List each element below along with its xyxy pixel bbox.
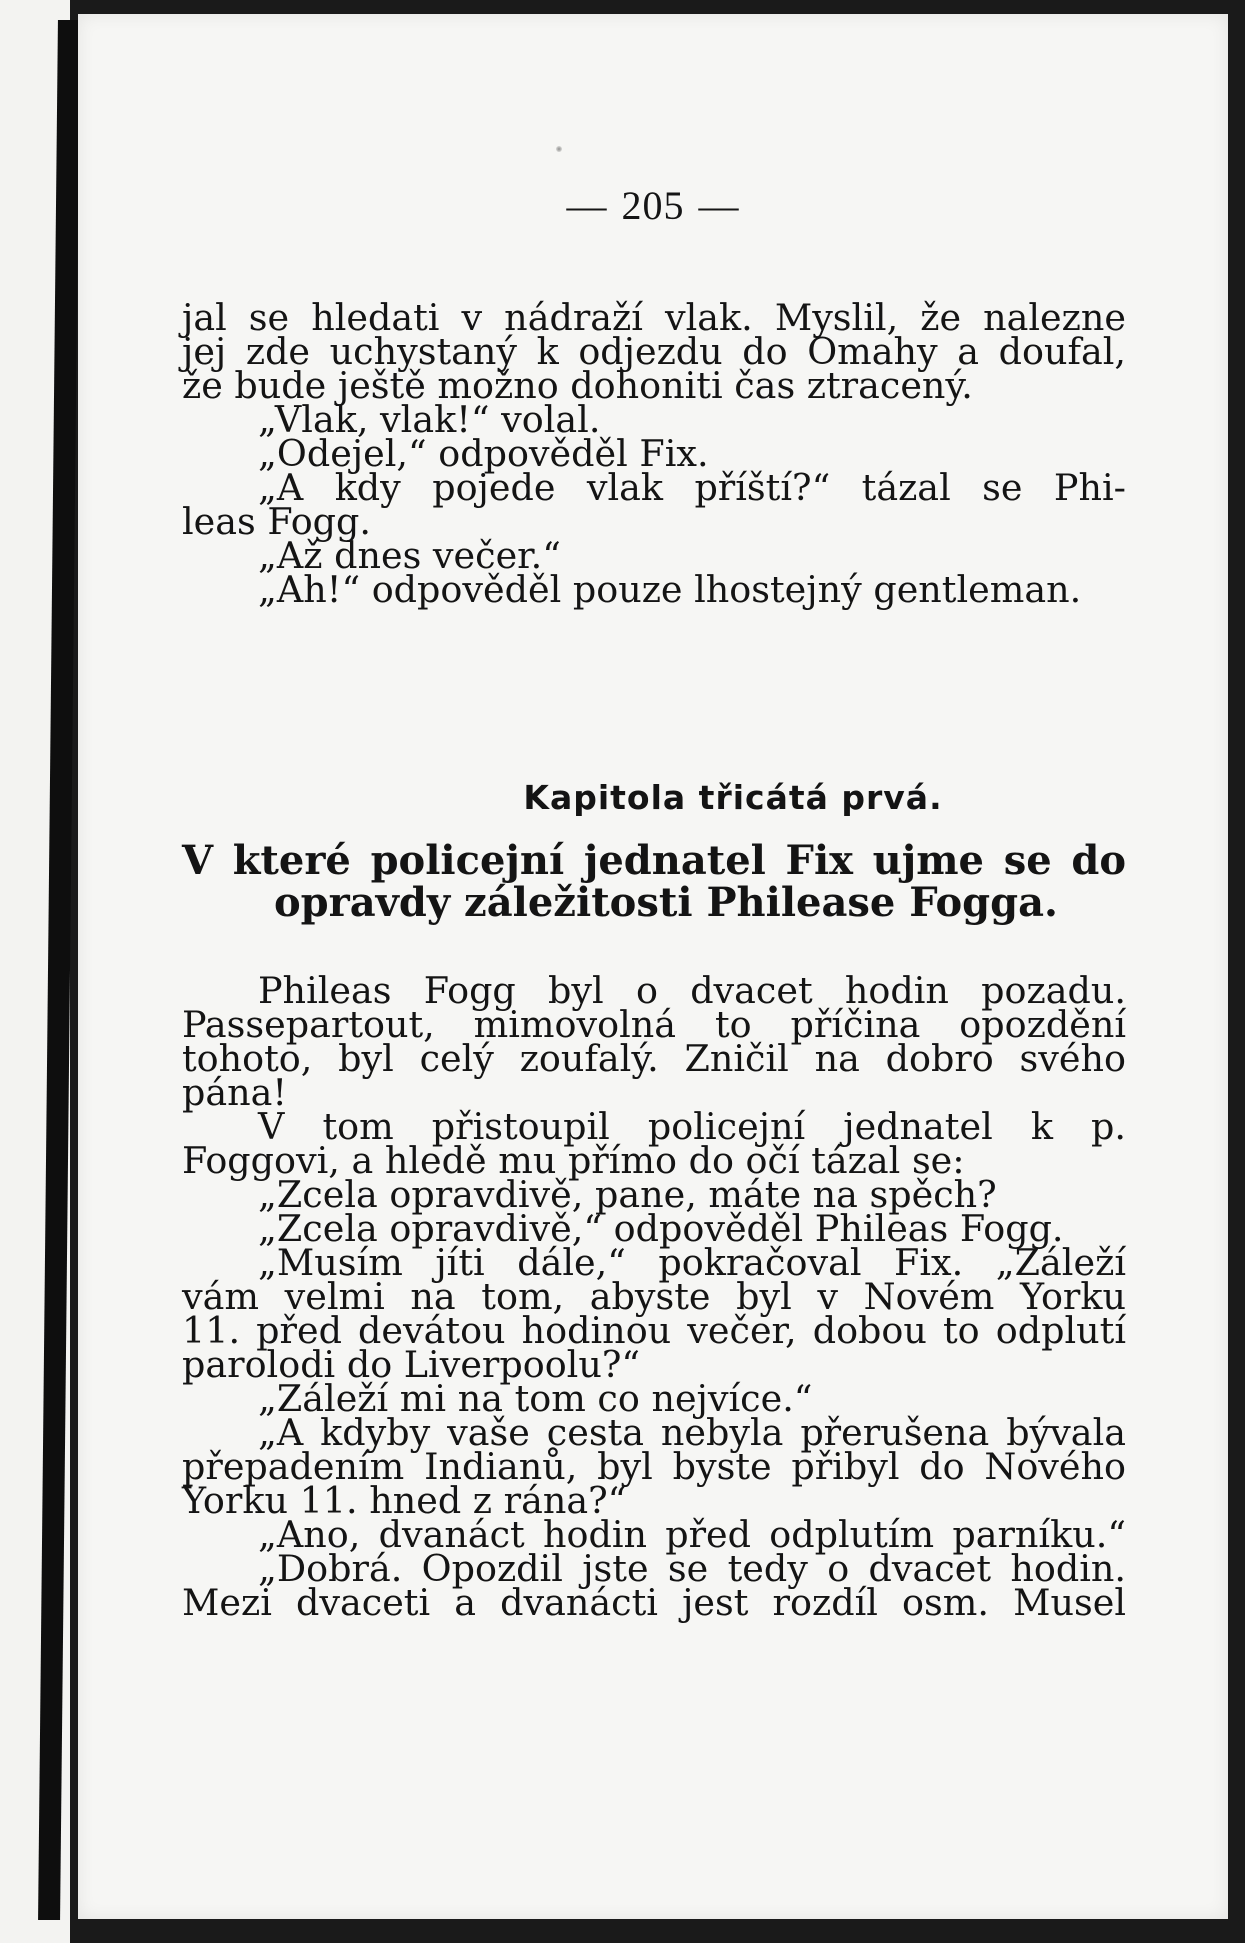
text-line: Foggovi, a hledě mu přímo do očí tázal se: <box>182 1139 965 1182</box>
text-line: „Zcela opravdivě, pane, máte na spěch? <box>258 1173 997 1216</box>
text-line: „Zcela opravdivě,“ odpověděl Phileas Fogg. <box>258 1207 1064 1250</box>
text-line: „A kdyby vaše cesta nebyla přerušena bývala <box>258 1411 1126 1454</box>
text-line: přepadením Indianů, byl byste přibyl do Nového <box>182 1445 1126 1488</box>
text-line: „Ano, dvanáct hodin před odplutím parníku.“ <box>258 1513 1126 1556</box>
text-block-top <box>182 296 1126 611</box>
text-line: Yorku 11. hned z rána?“ <box>182 1479 627 1522</box>
text-line: parolodi do Liverpoolu?“ <box>182 1343 641 1386</box>
text-line: „Dobrá. Opozdil jste se tedy o dvacet hodin. <box>258 1547 1126 1590</box>
book-page <box>78 14 1228 1919</box>
text-line: vám velmi na tom, abyste byl v Novém Yorku <box>182 1275 1126 1318</box>
text-line: „Odejel,“ odpověděl Fix. <box>258 432 709 475</box>
text-line: „A kdy pojede vlak příští?“ tázal se Phi- <box>258 466 1126 509</box>
text-line: jal se hledati v nádraží vlak. Myslil, že nalezne <box>182 296 1126 339</box>
page-number <box>78 182 1228 229</box>
text-line: pána! <box>182 1071 288 1114</box>
text-line: leas Fogg. <box>182 500 372 543</box>
text-line: „Vlak, vlak!“ volal. <box>258 398 601 441</box>
chapter-title <box>182 837 1126 926</box>
page-number-dash-right: — <box>698 183 740 228</box>
text-line: V tom přistoupil policejní jednatel k p. <box>258 1105 1126 1148</box>
text-block-bottom <box>182 969 1126 1624</box>
text-line: jej zde uchystaný k odjezdu do Omahy a doufal, <box>182 330 1126 373</box>
text-line: Phileas Fogg byl o dvacet hodin pozadu. <box>258 969 1126 1012</box>
page-number-dash-left: — <box>566 183 608 228</box>
chapter-label: Kapitola třicátá prvá. <box>523 778 943 817</box>
text-line: že bude ještě možno dohoniti čas ztracený. <box>182 364 973 407</box>
text-line: „Musím jíti dále,“ pokračoval Fix. „Záleží <box>258 1241 1126 1284</box>
text-line: „Ah!“ odpověděl pouze lhostejný gentleman. <box>258 568 1082 611</box>
text-line: tohoto, byl celý zoufalý. Zničil na dobro svého <box>182 1037 1126 1080</box>
chapter-title-line: opravdy záležitosti Philease Fogga. <box>274 879 1058 926</box>
chapter-title-line: V které policejní jednatel Fix ujme se do <box>182 837 1126 884</box>
text-line: „Záleží mi na tom co nejvíce.“ <box>258 1377 813 1420</box>
text-line: „Až dnes večer.“ <box>258 534 561 577</box>
text-line: Passepartout, mimovolná to příčina opozdění <box>182 1003 1126 1046</box>
page-number-value: 205 <box>621 183 685 228</box>
text-line: Mezi dvaceti a dvanácti jest rozdíl osm. Musel <box>182 1581 1126 1624</box>
text-line: 11. před devátou hodinou večer, dobou to odplutí <box>182 1309 1126 1352</box>
scan-smudge <box>556 146 562 152</box>
